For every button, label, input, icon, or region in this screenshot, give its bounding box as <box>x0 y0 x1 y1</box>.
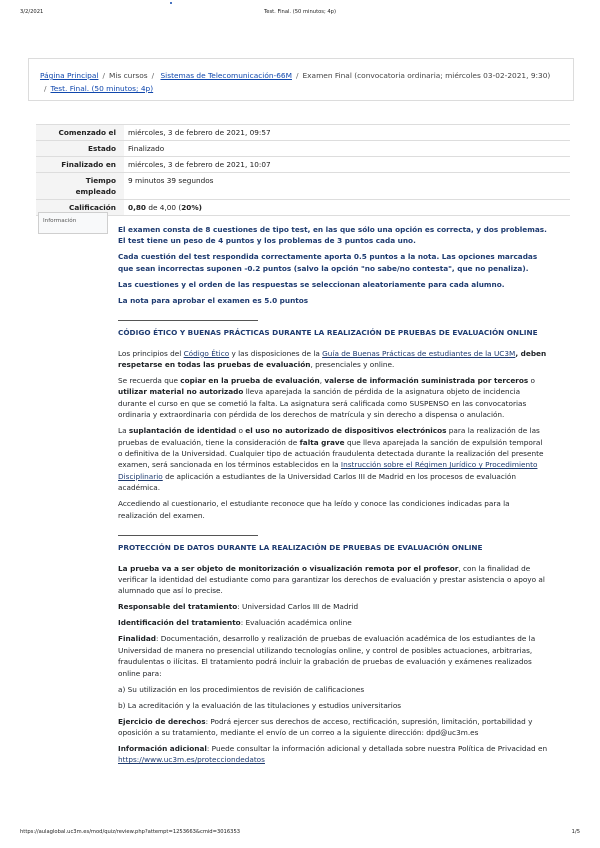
breadcrumb-course-link[interactable]: Sistemas de Telecomunicación-66M <box>160 71 292 80</box>
summary-row-time <box>36 173 570 200</box>
grade-of: de 4,00 ( <box>148 203 182 212</box>
codigo-etico-link[interactable]: Código Ético <box>183 348 230 358</box>
information-content <box>118 224 548 770</box>
started-label: Comenzado el <box>36 125 124 140</box>
intro-paragraph-3: Las cuestiones y el orden de las respuestas se seleccionan aleatoriamente para cada alumno. <box>118 279 505 289</box>
privacy-paragraph-1: La prueba va a ser objeto de monitorización o visualización remota por el profesor, con la finalidad de verificar la identidad del estudiante como para garantizar los derechos de evaluación y prestar asistencia o apoyo al alumnado que así lo precise. <box>118 563 545 596</box>
proteccion-datos-link[interactable]: https://www.uc3m.es/protecciondedatos <box>118 755 265 765</box>
finished-value: miércoles, 3 de febrero de 2021, 10:07 <box>128 160 271 169</box>
privacy-rights: Ejercicio de derechos: Podrá ejercer sus derechos de acceso, rectificación, supresión, limitación, portabilidad y oposición a su tratamiento, mediante el envío de un correo a la siguiente dirección: dpd@uc3m.es <box>118 716 533 737</box>
privacy-purpose: Finalidad: Documentación, desarrollo y realización de pruebas de evaluación académica de los estudiantes de la Universidad de manera no presencial utilizando tecnologías online, y control de posibles actuaciones, arbitrarias, fraudulentas o ilícitas. El tratamiento podrá incluir la grabación de pruebas de evaluación y exámenes realizados online para: <box>118 634 536 678</box>
regimen-disciplinario-link[interactable]: Instrucción sobre el Régimen Jurídico y Procedimiento Disciplinario <box>118 460 538 481</box>
state-value: Finalizado <box>128 144 165 153</box>
privacy-additional: Información adicional: Puede consultar la información adicional y detallada sobre nuestra Política de Privacidad en https://www.uc3m.es/protecciondedatos <box>118 743 548 765</box>
intro-paragraph-4: La nota para aprobar el examen es 5.0 puntos <box>118 295 309 305</box>
ethics-paragraph-2: Se recuerda que copiar en la prueba de evaluación, valerse de información suministrada por terceros o utilizar material no autorizado lleva aparejada la sanción de pérdida de la asignatura objeto de incidencia durante el curso en que se cometió la falta. La asignatura será calificada como SUSPENSO en las convocatorias ordinaria y extraordinaria con pérdida de los derechos de matrícula y sin derecho a dispensa o anulación. <box>118 376 536 420</box>
time-label-line2: empleado <box>75 187 116 196</box>
section-divider <box>118 535 258 536</box>
started-value: miércoles, 3 de febrero de 2021, 09:57 <box>128 128 271 137</box>
grade-value <box>124 200 202 215</box>
summary-row-state <box>36 141 570 157</box>
ethics-paragraph-3: La suplantación de identidad o el uso no autorizado de dispositivos electrónicos para la realización de las pruebas de evaluación, tiene la consideración de falta grave que lleva aparejada la sanción de expulsión temporal o definitiva de la Universidad. Cualquier tipo de actuación fraudulenta detectada durante la realización del presente examen, será sancionada en los términos establecidos en la Instrucción sobre el Régimen Jurídico y Procedimiento Disciplinario de aplicación a estudiantes de la Universidad Carlos III de Madrid en los procesos de evaluación académica. <box>118 426 544 493</box>
time-value: 9 minutos 39 segundos <box>128 176 214 185</box>
grade-end: %) <box>191 203 203 212</box>
privacy-item-a: a) Su utilización en los procedimientos de revisión de calificaciones <box>118 684 365 694</box>
grade-score: 0,80 <box>128 203 147 212</box>
breadcrumb-quiz-link[interactable]: Test. Final. (50 minutos; 4p) <box>50 83 154 93</box>
time-label <box>36 173 124 199</box>
state-label: Estado <box>36 141 124 156</box>
section-divider <box>118 320 258 321</box>
attempt-summary-table <box>36 124 570 216</box>
privacy-responsible: Responsable del tratamiento: Universidad Carlos III de Madrid <box>118 602 359 612</box>
summary-row-grade <box>36 200 570 216</box>
print-url: https://aulaglobal.uc3m.es/mod/quiz/review.php?attempt=1253663&cmid=3016353 <box>20 829 241 835</box>
breadcrumb-exam: Examen Final (convocatoria ordinaria; miércoles 03-02-2021, 9:30) <box>302 71 551 80</box>
print-date: 3/2/2021 <box>20 9 44 15</box>
grade-percent: 20 <box>181 203 192 212</box>
breadcrumb: Página Principal / Mis cursos / Sistemas de Telecomunicación-66M / Examen Final (convocatoria ordinaria; miércoles 03-02-2021, 9:30) / Test. Final. (50 minutos; 4p) <box>40 71 551 93</box>
summary-row-started <box>36 125 570 141</box>
dot-marker <box>170 2 172 4</box>
information-label: Información <box>43 218 77 224</box>
intro-paragraph-1: El examen consta de 8 cuestiones de tipo test, en las que sólo una opción es correcta, y dos problemas. El test tiene un peso de 4 puntos y los problemas de 3 puntos cada uno. <box>118 225 547 246</box>
breadcrumb-my-courses: Mis cursos <box>108 71 148 80</box>
ethics-paragraph-4: Accediendo al cuestionario, el estudiante reconoce que ha leído y conoce las condiciones indicadas para la realización del examen. <box>118 499 510 520</box>
guia-buenas-practicas-link[interactable]: Guía de Buenas Prácticas de estudiantes de la UC3M <box>322 348 516 358</box>
time-label-line1: Tiempo <box>85 176 116 185</box>
grade-label: Calificación <box>36 200 124 215</box>
information-box <box>38 212 108 234</box>
print-header <box>20 9 580 17</box>
privacy-identification: Identificación del tratamiento: Evaluación académica online <box>118 618 352 628</box>
privacy-item-b: b) La acreditación y la evaluación de las titulaciones y estudios universitarios <box>118 700 402 710</box>
privacy-heading: PROTECCIÓN DE DATOS DURANTE LA REALIZACIÓN DE PRUEBAS DE EVALUACIÓN ONLINE <box>118 543 483 553</box>
intro-paragraph-2: Cada cuestión del test respondida correctamente aporta 0.5 puntos a la nota. Las opciones marcadas que sean incorrectas suponen -0.2 puntos (salvo la opción "no sabe/no contesta", que no penaliza). <box>118 252 538 273</box>
breadcrumb-home-link[interactable]: Página Principal <box>40 71 99 80</box>
ethics-paragraph-1: Los principios del Código Ético y las disposiciones de la Guía de Buenas Prácticas de estudiantes de la UC3M, deben respetarse en todas las pruebas de evaluación, presenciales y online. <box>118 348 547 370</box>
summary-row-finished <box>36 157 570 173</box>
print-page-number: 1/5 <box>571 829 580 835</box>
finished-label: Finalizado en <box>36 157 124 172</box>
ethics-heading: CÓDIGO ÉTICO Y BUENAS PRÁCTICAS DURANTE LA REALIZACIÓN DE PRUEBAS DE EVALUACIÓN ONLINE <box>118 328 538 338</box>
print-title: Test. Final. (50 minutos; 4p) <box>263 9 337 15</box>
